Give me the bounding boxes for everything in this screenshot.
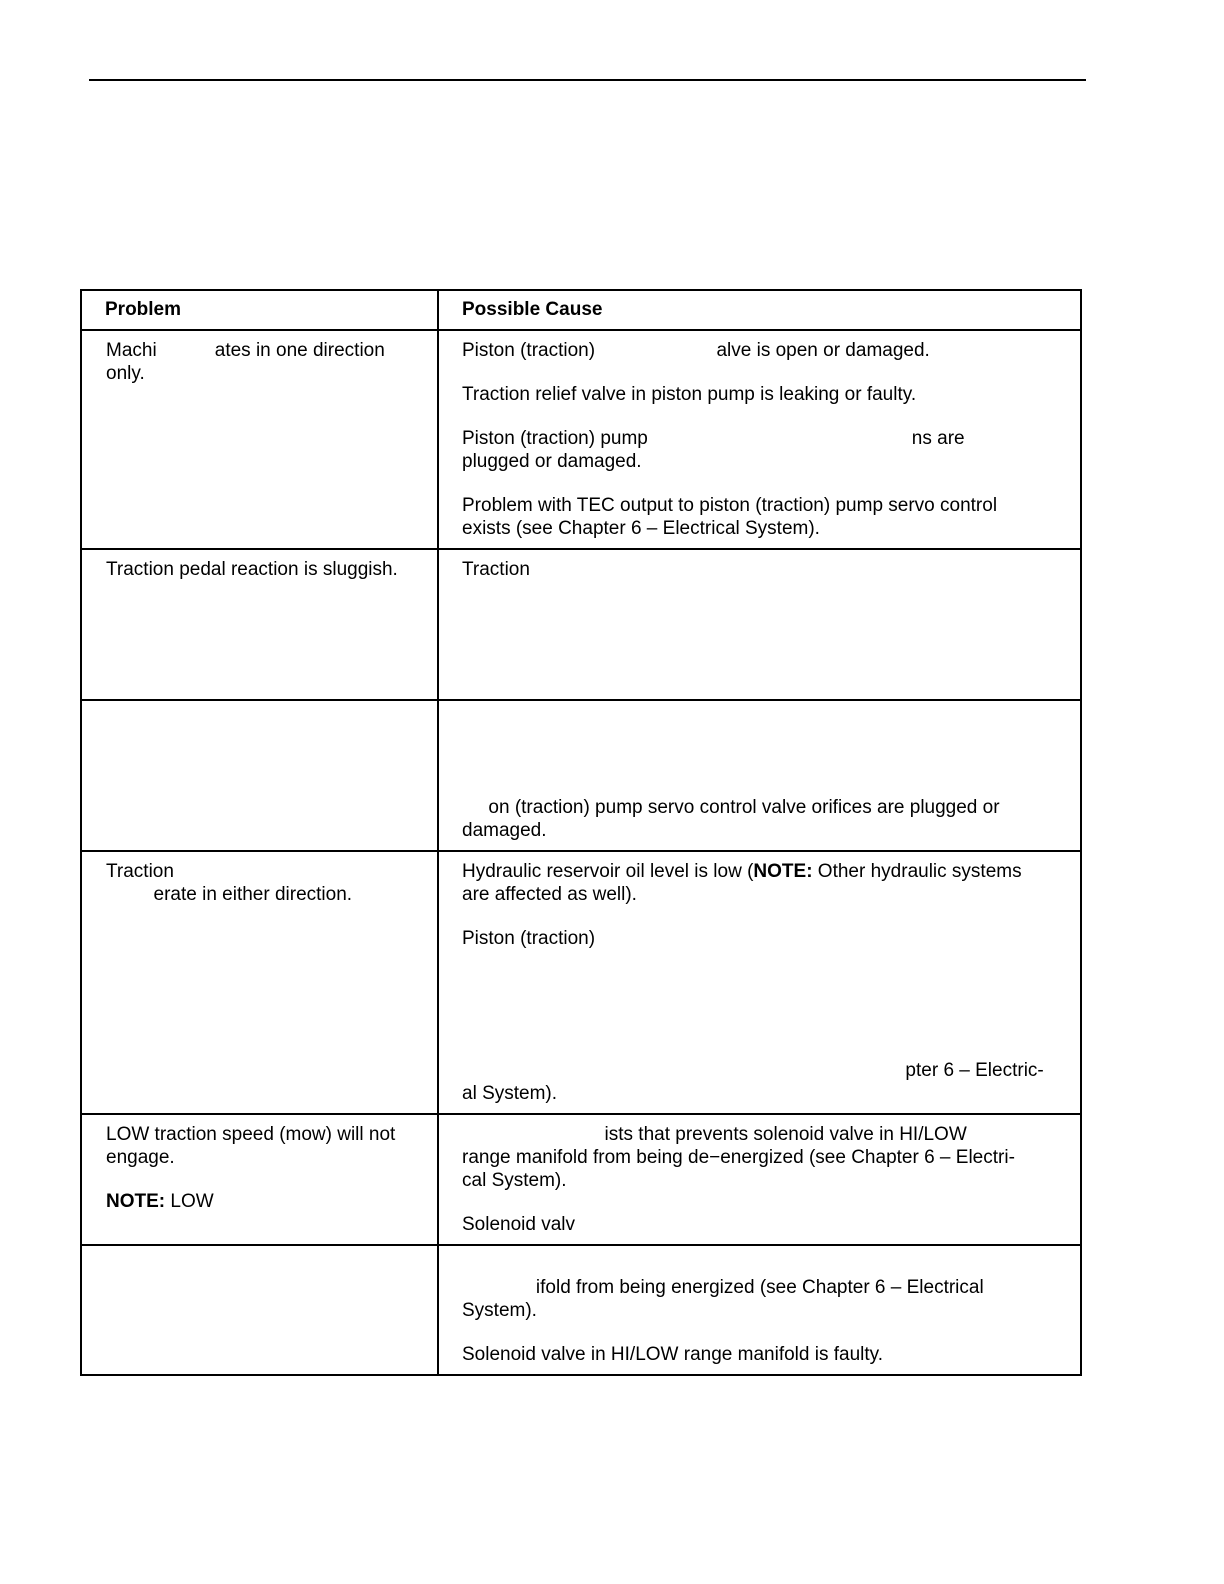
problem-cell xyxy=(81,549,438,700)
table-row xyxy=(81,330,1081,549)
cause-cell xyxy=(438,700,1081,851)
problem-cell xyxy=(81,1114,438,1245)
note-label: NOTE: xyxy=(106,1191,166,1212)
cause-text: Traction xyxy=(462,559,530,580)
table-row xyxy=(81,1245,1081,1375)
cause-text: Problem with TEC output to piston (traction) pump servo control exists (see Chapter 6 – Electrical System). xyxy=(462,495,998,539)
cause-cell xyxy=(438,330,1081,549)
problem-cell xyxy=(81,851,438,1114)
cause-cell xyxy=(438,1245,1081,1375)
problem-text: Machi ates in one direction xyxy=(106,340,385,361)
cause-text: ifold from being energized (see Chapter 6 – Electrical System). xyxy=(462,1277,984,1321)
cause-text: pter 6 – Electric- al System). xyxy=(462,1060,1044,1104)
problem-text: engage. xyxy=(106,1147,175,1168)
note-label: NOTE: xyxy=(753,861,813,882)
problem-text: only. xyxy=(106,363,145,384)
table-row xyxy=(81,851,1081,1114)
problem-cell xyxy=(81,700,438,851)
cause-text: on (traction) pump servo control valve orifices are plugged or damaged. xyxy=(462,797,1000,841)
problem-note-text: LOW xyxy=(165,1191,214,1212)
problem-text: Traction pedal reaction is sluggish. xyxy=(106,559,398,580)
cause-cell xyxy=(438,549,1081,700)
problem-note xyxy=(106,1190,417,1213)
problem-text: erate in either direction. xyxy=(106,884,353,905)
cause-cell xyxy=(438,851,1081,1114)
cause-cell xyxy=(438,1114,1081,1245)
problem-column-header: Problem xyxy=(81,290,438,330)
header-rule xyxy=(89,79,1086,81)
cause-text: Hydraulic reservoir oil level is low ( xyxy=(462,861,754,882)
cause-text: Piston (traction) xyxy=(462,928,596,949)
problem-cell xyxy=(81,330,438,549)
table-header-row xyxy=(81,290,1081,330)
cause-text: Traction relief valve in piston pump is leaking or faulty. xyxy=(462,384,917,405)
cause-text: Solenoid valve in HI/LOW range manifold is faulty. xyxy=(462,1344,884,1365)
table-row xyxy=(81,549,1081,700)
cause-text: Other hydraulic systems are affected as well). xyxy=(462,861,1022,905)
table-row xyxy=(81,700,1081,851)
problem-cell xyxy=(81,1245,438,1375)
cause-text: ists that prevents solenoid valve in HI/LOW range manifold from being de−energized (see Chapter 6 – Electri- cal System). xyxy=(462,1124,1015,1191)
cause-text: Piston (traction) alve is open or damaged. xyxy=(462,340,930,361)
problem-text: LOW traction speed (mow) will not xyxy=(106,1124,396,1145)
cause-text: Solenoid valv xyxy=(462,1214,576,1235)
cause-text: Piston (traction) pump ns are plugged or damaged. xyxy=(462,428,965,472)
troubleshooting-table xyxy=(80,289,1082,1376)
possible-cause-column-header: Possible Cause xyxy=(438,290,1081,330)
cause-text-with-note xyxy=(462,860,1060,906)
table-row xyxy=(81,1114,1081,1245)
problem-text: Traction xyxy=(106,861,174,882)
